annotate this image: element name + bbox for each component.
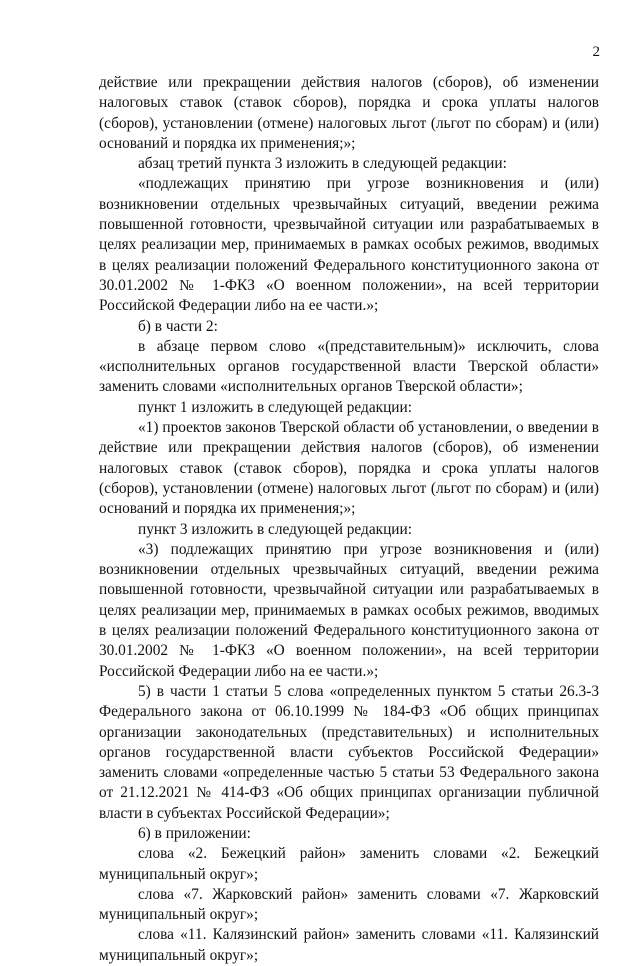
paragraph: в абзаце первом слово «(представительным)» исключить, слова «исполнительных органов государственной власти Тверской области» заменить словами «исполнительных органов Тверской области»; [99,337,599,396]
paragraph: пункт 3 изложить в следующей редакции: [138,520,412,538]
paragraph: «1) проектов законов Тверской области об установлении, о введении в действие или прекращении действия налогов (сборов), об изменении налоговых ставок (ставок сборов), порядка и срока уплаты налогов (сборов), установлении (отмене) налоговых льгот (льгот по сборам) и (или) оснований и порядка их применения;»; [99,419,599,518]
paragraph: пункт 1 изложить в следующей редакции: [138,398,412,416]
paragraph: слова «2. Бежецкий район» заменить словами «2. Бежецкий муниципальный округ»; [99,845,599,883]
paragraph: слова «11. Калязинский район» заменить словами «11. Калязинский муниципальный округ»; [99,926,599,964]
paragraph: действие или прекращении действия налогов (сборов), об изменении налоговых ставок (ставок сборов), порядка и срока уплаты налогов (сборов), установлении (отмене) налоговых льгот (льгот по сборам) и (или) оснований и порядка их применения;»; [99,74,599,152]
page-number: 2 [592,44,600,60]
paragraph: абзац третий пункта 3 изложить в следующей редакции: [138,155,507,173]
paragraph: «подлежащих принятию при угрозе возникновения и (или) возникновении отдельных чрезвычайных ситуаций, введении режима повышенной готовности, чрезвычайной ситуации или разрабатываемых в целях реализации мер, принимаемых в рамках особых режимов, вводимых в целях реализации положений Федерального конституционного закона от 30.01.2002 № 1-ФКЗ «О военном положении», на всей территории Российской Федерации либо на ее части.»; [99,175,599,315]
paragraph: слова «7. Жарковский район» заменить словами «7. Жарковский муниципальный округ»; [99,885,599,924]
paragraph: б) в части 2: [138,317,218,335]
paragraph: 5) в части 1 статьи 5 слова «определенных пунктом 5 статьи 26.3-3 Федерального закона от 06.10.1999 № 184-ФЗ «Об общих принципах организации законодательных (представительных) и исполнительных органов государственной власти субъектов Российской Федерации» заменить словами «определенные частью 5 статьи 53 Федерального закона от 21.12.2021 № 414-ФЗ «Об общих принципах организации публичной власти в субъектах Российской Федерации»; [99,682,599,822]
paragraph: «3) подлежащих принятию при угрозе возникновения и (или) возникновении отдельных чрезвычайных ситуаций, введении режима повышенной готовности, чрезвычайной ситуации или разрабатываемых в целях реализации мер, принимаемых в рамках особых режимов, вводимых в целях реализации положений Федерального конституционного закона от 30.01.2002 № 1-ФКЗ «О военном положении», на всей территории Российской Федерации либо на ее части.»; [99,540,599,680]
document-body [99,73,599,966]
paragraph: 6) в приложении: [138,824,251,842]
